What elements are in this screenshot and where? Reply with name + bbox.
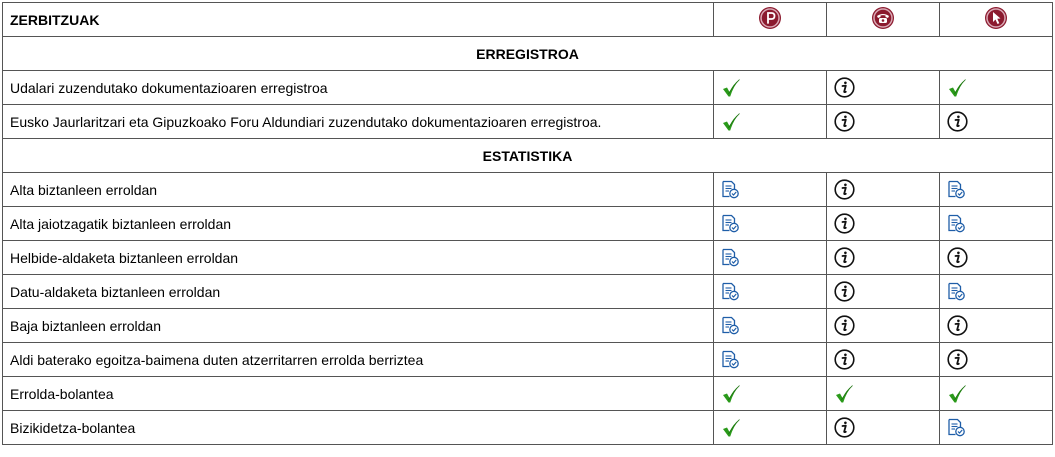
info-icon[interactable] (834, 111, 855, 132)
form-icon[interactable] (947, 282, 966, 301)
header-row (3, 3, 1053, 37)
section-title: ERREGISTROA (3, 37, 1053, 71)
cell-phone[interactable] (827, 309, 940, 343)
table-row (3, 207, 1053, 241)
channel-header-in-person (714, 3, 827, 37)
form-icon[interactable] (721, 350, 740, 369)
services-table (2, 2, 1053, 445)
form-icon[interactable] (721, 282, 740, 301)
cell-in-person (714, 71, 827, 105)
info-icon[interactable] (947, 247, 968, 268)
info-icon[interactable] (834, 315, 855, 336)
table-row (3, 377, 1053, 411)
info-icon[interactable] (947, 111, 968, 132)
form-icon[interactable] (721, 214, 740, 233)
cell-in-person[interactable] (714, 173, 827, 207)
service-label: Udalari zuzendutako dokumentazioaren erregistroa (3, 71, 714, 105)
cell-in-person (714, 377, 827, 411)
cell-online[interactable] (940, 343, 1053, 377)
section-row (3, 37, 1053, 71)
check-icon (947, 384, 967, 404)
channel-header-online (940, 3, 1053, 37)
cell-in-person (714, 105, 827, 139)
service-label: Eusko Jaurlaritzari eta Gipuzkoako Foru Aldundiari zuzendutako dokumentazioaren erregistroa. (3, 105, 714, 139)
cell-in-person (714, 411, 827, 445)
phone-icon (871, 6, 895, 33)
form-icon[interactable] (947, 180, 966, 199)
table-row (3, 105, 1053, 139)
cell-phone[interactable] (827, 207, 940, 241)
cell-online[interactable] (940, 207, 1053, 241)
channel-header-phone (827, 3, 940, 37)
check-icon (721, 112, 741, 132)
info-icon[interactable] (947, 315, 968, 336)
cell-online[interactable] (940, 241, 1053, 275)
services-body (3, 37, 1053, 445)
service-label: Alta jaiotzagatik biztanleen erroldan (3, 207, 714, 241)
info-icon[interactable] (834, 213, 855, 234)
check-icon (721, 384, 741, 404)
cell-phone (827, 377, 940, 411)
service-label: Baja biztanleen erroldan (3, 309, 714, 343)
cell-phone[interactable] (827, 343, 940, 377)
cell-online (940, 377, 1053, 411)
cell-in-person[interactable] (714, 241, 827, 275)
table-row (3, 343, 1053, 377)
service-label: Aldi baterako egoitza-baimena duten atzerritarren errolda berriztea (3, 343, 714, 377)
cell-in-person[interactable] (714, 275, 827, 309)
service-label: Alta biztanleen erroldan (3, 173, 714, 207)
service-label: Bizikidetza-bolantea (3, 411, 714, 445)
form-icon[interactable] (721, 180, 740, 199)
cell-phone[interactable] (827, 71, 940, 105)
table-row (3, 71, 1053, 105)
info-icon[interactable] (834, 77, 855, 98)
service-label: Errolda-bolantea (3, 377, 714, 411)
section-title: ESTATISTIKA (3, 139, 1053, 173)
table-row (3, 241, 1053, 275)
cell-online[interactable] (940, 275, 1053, 309)
cell-online (940, 71, 1053, 105)
cell-online[interactable] (940, 411, 1053, 445)
cell-online[interactable] (940, 309, 1053, 343)
info-icon[interactable] (834, 349, 855, 370)
service-label: Datu-aldaketa biztanleen erroldan (3, 275, 714, 309)
cell-phone[interactable] (827, 173, 940, 207)
section-row (3, 139, 1053, 173)
cell-phone[interactable] (827, 411, 940, 445)
table-row (3, 275, 1053, 309)
table-title: ZERBITZUAK (3, 3, 714, 37)
info-icon[interactable] (834, 281, 855, 302)
info-icon[interactable] (947, 349, 968, 370)
check-icon (721, 78, 741, 98)
online-icon (984, 6, 1008, 33)
in-person-icon (758, 6, 782, 33)
form-icon[interactable] (947, 418, 966, 437)
info-icon[interactable] (834, 247, 855, 268)
cell-online[interactable] (940, 105, 1053, 139)
cell-online[interactable] (940, 173, 1053, 207)
cell-in-person[interactable] (714, 343, 827, 377)
table-row (3, 173, 1053, 207)
check-icon (721, 418, 741, 438)
check-icon (947, 78, 967, 98)
service-label: Helbide-aldaketa biztanleen erroldan (3, 241, 714, 275)
cell-phone[interactable] (827, 105, 940, 139)
cell-phone[interactable] (827, 275, 940, 309)
info-icon[interactable] (834, 417, 855, 438)
cell-phone[interactable] (827, 241, 940, 275)
cell-in-person[interactable] (714, 207, 827, 241)
cell-in-person[interactable] (714, 309, 827, 343)
check-icon (834, 384, 854, 404)
form-icon[interactable] (947, 214, 966, 233)
form-icon[interactable] (721, 248, 740, 267)
form-icon[interactable] (721, 316, 740, 335)
info-icon[interactable] (834, 179, 855, 200)
table-row (3, 309, 1053, 343)
table-row (3, 411, 1053, 445)
